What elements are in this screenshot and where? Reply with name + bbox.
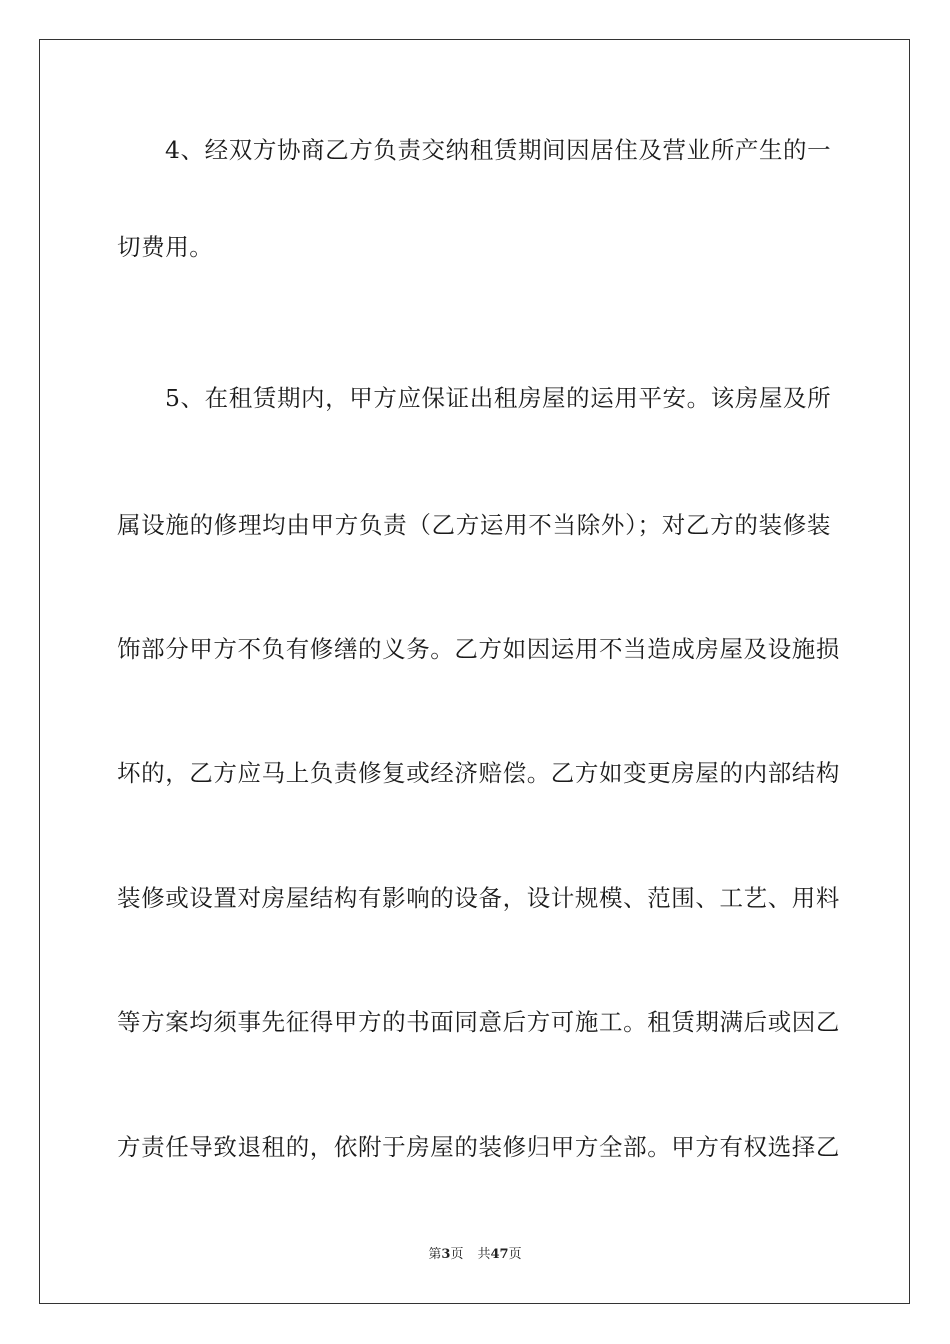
page-border <box>39 39 910 1304</box>
paragraph-5-line-4: 坏的，乙方应马上负责修复或经济赔偿。乙方如变更房屋的内部结构 <box>117 759 840 787</box>
paragraph-4-line-2: 切费用。 <box>117 233 214 261</box>
paragraph-5-line-3: 饰部分甲方不负有修缮的义务。乙方如因运用不当造成房屋及设施损 <box>117 635 840 663</box>
total-suffix: 页 <box>508 1247 522 1262</box>
paragraph-5-line-6: 等方案均须事先征得甲方的书面同意后方可施工。租赁期满后或因乙 <box>117 1008 840 1036</box>
page-suffix: 页 <box>450 1247 464 1262</box>
paragraph-5-line-2: 属设施的修理均由甲方负责（乙方运用不当除外）；对乙方的装修装 <box>117 511 831 539</box>
page-number: 3 <box>441 1247 451 1262</box>
paragraph-4-line-1: 4、经双方协商乙方负责交纳租赁期间因居住及营业所产生的一 <box>165 136 832 164</box>
page-footer <box>0 1246 950 1264</box>
total-prefix: 共 <box>477 1247 491 1262</box>
total-pages: 47 <box>490 1247 509 1262</box>
paragraph-5-line-7: 方责任导致退租的，依附于房屋的装修归甲方全部。甲方有权选择乙 <box>117 1133 840 1161</box>
page-prefix: 第 <box>428 1247 442 1262</box>
paragraph-5-line-1: 5、在租赁期内，甲方应保证出租房屋的运用平安。该房屋及所 <box>165 384 832 412</box>
paragraph-5-line-5: 装修或设置对房屋结构有影响的设备，设计规模、范围、工艺、用料 <box>117 884 840 912</box>
